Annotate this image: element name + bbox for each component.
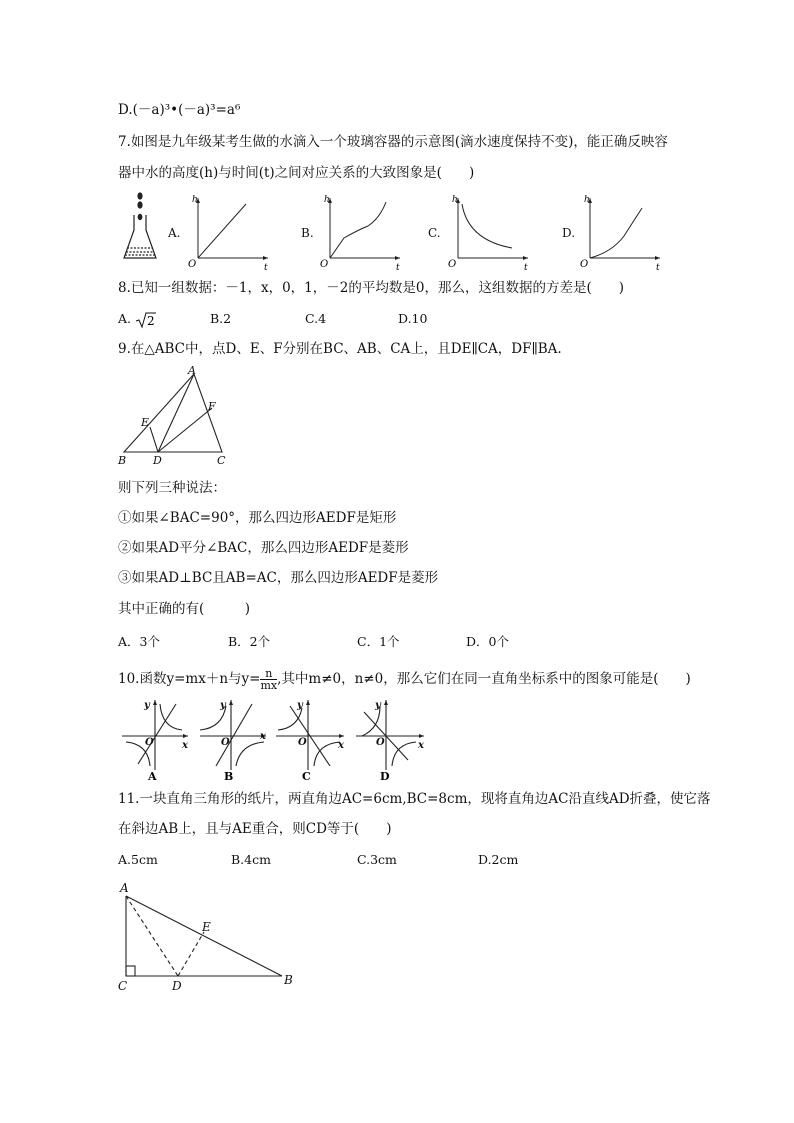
q7-graph-b	[301, 195, 400, 273]
svg-text:O: O	[580, 259, 589, 270]
svg-text:B: B	[118, 454, 127, 467]
svg-text:2: 2	[147, 313, 155, 328]
q10-figure	[118, 696, 428, 782]
svg-text:y: y	[297, 700, 303, 711]
q9-triangle-figure	[116, 364, 234, 466]
svg-text:D: D	[172, 979, 182, 993]
svg-text:x: x	[260, 731, 266, 742]
q11-triangle-figure	[116, 880, 298, 992]
q10-stem: 10.函数y=mx＋n与y= $\frac{n}{mx}$ ,其中m≠0，n≠0，那么它们在同一直角坐标系中的图象可能是( )	[118, 667, 691, 692]
q11-option-d: D.2cm	[478, 852, 519, 867]
sqrt-icon	[135, 311, 157, 329]
svg-text:t: t	[264, 263, 268, 273]
fraction-n-over-mx: $\frac{n}{mx}$	[260, 667, 278, 692]
q7-graph-a	[167, 195, 268, 273]
q10-graph-c	[276, 700, 344, 770]
q9-stem: 9.在△ABC中，点D、E、F分别在BC、AB、CA上，且DE∥CA，DF∥BA.	[118, 341, 562, 357]
svg-text:h: h	[192, 195, 198, 205]
q11-stem-line2: 在斜边AB上，且与AE重合，则CD等于( )	[118, 821, 392, 837]
q9-question: 其中正确的有( )	[118, 601, 251, 617]
svg-text:E: E	[141, 416, 150, 429]
svg-text:C: C	[217, 454, 226, 467]
q8-stem: 8.已知一组数据：－1，x，0，1，－2的平均数是0，那么，这组数据的方差是( )	[118, 280, 624, 296]
q9-option-b: B．2个	[228, 634, 271, 649]
svg-text:D: D	[153, 454, 162, 467]
svg-text:h: h	[584, 195, 590, 205]
q7-graph-d	[562, 195, 660, 273]
svg-text:B: B	[284, 973, 293, 987]
svg-text:A: A	[120, 881, 129, 895]
svg-text:E: E	[202, 920, 211, 934]
svg-text:t: t	[396, 263, 400, 273]
svg-text:O: O	[448, 259, 457, 270]
svg-text:O: O	[188, 259, 197, 270]
q9-option-a: A．3个	[118, 634, 160, 649]
q7-stem-line2: 器中水的高度(h)与时间(t)之间对应关系的大致图象是( )	[118, 165, 475, 181]
svg-text:O: O	[221, 737, 230, 748]
q10-graph-d	[356, 700, 424, 770]
svg-text:t: t	[656, 263, 660, 273]
q7-option-a-label: A.	[168, 226, 181, 240]
svg-text:O: O	[145, 737, 154, 748]
q7-option-c-label: C.	[428, 226, 441, 240]
svg-text:A: A	[188, 364, 196, 377]
q8-option-a: A. 2	[118, 310, 157, 329]
q10-graph-a	[122, 700, 188, 770]
svg-text:O: O	[298, 737, 307, 748]
q7-figure	[118, 190, 678, 272]
q11-option-a: A.5cm	[118, 852, 158, 867]
q8-option-d: D.10	[398, 311, 428, 326]
q9-statement-2: ②如果AD平分∠BAC，那么四边形AEDF是菱形	[118, 540, 409, 556]
svg-text:h: h	[324, 195, 330, 205]
q7-option-b-label: B.	[301, 226, 314, 240]
q9-option-c: C．1个	[357, 634, 400, 649]
q9-statement-3: ③如果AD⊥BC且AB=AC，那么四边形AEDF是菱形	[118, 570, 439, 586]
svg-text:h: h	[452, 195, 458, 205]
q7-stem-line1: 7.如图是九年级某考生做的水滴入一个玻璃容器的示意图(滴水速度保持不变)，能正确反映容	[118, 134, 668, 150]
q10-graph-b-label: B	[224, 770, 234, 783]
q10-graph-c-label: C	[302, 770, 311, 783]
q10-graph-a-label: A	[148, 770, 157, 783]
q7-graph-c	[428, 195, 528, 273]
q11-option-b: B.4cm	[231, 852, 271, 867]
svg-text:t: t	[524, 263, 528, 273]
q10-graph-b	[200, 700, 266, 770]
svg-text:O: O	[320, 259, 329, 270]
q9-option-d: D．0个	[466, 634, 509, 649]
q6-option-d: D.(－a)³•(－a)³=a⁶	[118, 102, 241, 118]
svg-text:y: y	[144, 700, 150, 711]
svg-text:O: O	[376, 737, 385, 748]
svg-text:x: x	[338, 740, 344, 751]
q7-option-d-label: D.	[562, 226, 576, 240]
q11-option-c: C.3cm	[357, 852, 397, 867]
flask-icon	[124, 193, 156, 258]
svg-text:y: y	[375, 700, 381, 711]
svg-text:y: y	[220, 700, 226, 711]
q8-option-b: B.2	[210, 311, 232, 326]
q8-option-c: C.4	[305, 311, 327, 326]
q10-graph-d-label: D	[380, 770, 390, 783]
q9-statement-1: ①如果∠BAC=90°，那么四边形AEDF是矩形	[118, 510, 397, 526]
svg-text:x: x	[182, 740, 188, 751]
q11-stem-line1: 11.一块直角三角形的纸片，两直角边AC=6cm,BC=8cm，现将直角边AC沿直线AD折叠，使它落	[118, 791, 711, 807]
svg-text:x: x	[418, 740, 424, 751]
q9-intro: 则下列三种说法：	[118, 480, 226, 496]
svg-text:C: C	[118, 979, 128, 993]
svg-text:F: F	[208, 400, 216, 413]
